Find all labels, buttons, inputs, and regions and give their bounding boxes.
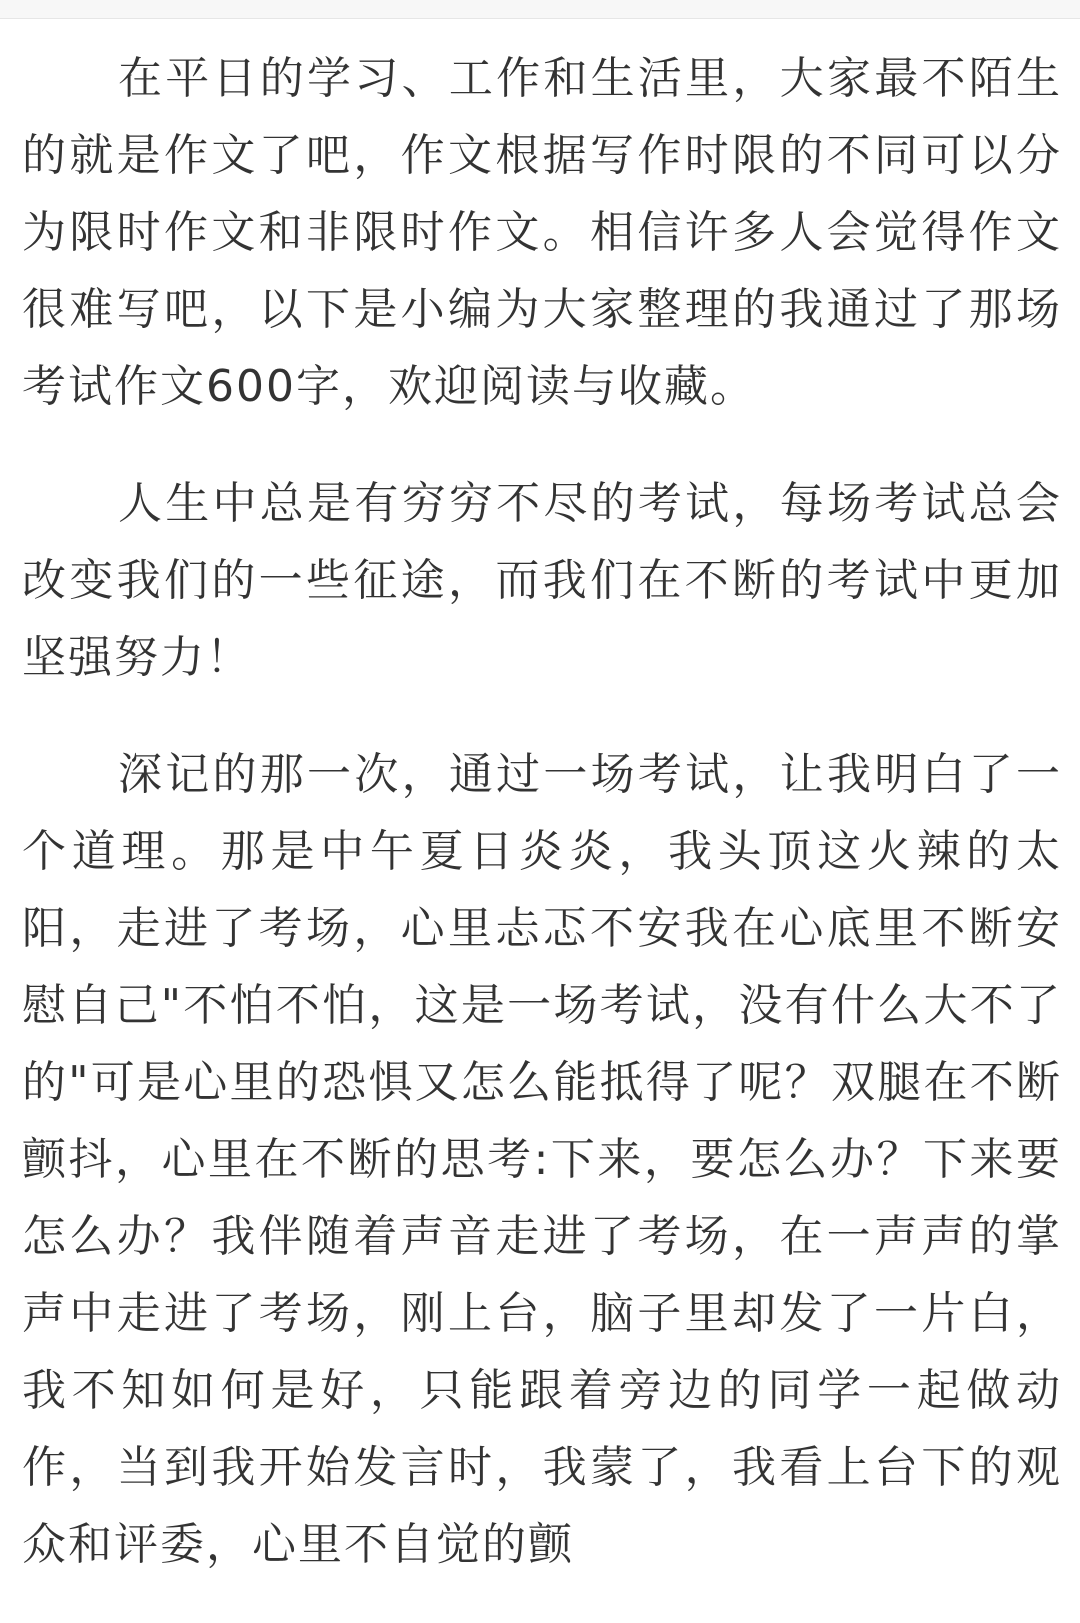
top-divider xyxy=(0,0,1080,19)
article-paragraph-3: 深记的那一次，通过一场考试，让我明白了一个道理。那是中午夏日炎炎，我头顶这火辣的太阳，走进了考场，心里忐忑不安我在心底里不断安慰自己"不怕不怕，这是一场考试，没有什么大不了的"可是心里的恐惧又怎么能抵得了呢？双腿在不断颤抖，心里在不断的思考:下来，要怎么办？下来要怎么办？我伴随着声音走进了考场，在一声声的掌声中走进了考场，刚上台，脑子里却发了一片白，我不知如何是好，只能跟着旁边的同学一起做动作，当到我开始发言时，我蒙了，我看上台下的观众和评委，心里不自觉的颤 xyxy=(22,749,1062,1570)
article-paragraph-intro: 在平日的学习、工作和生活里，大家最不陌生的就是作文了吧，作文根据写作时限的不同可以分为限时作文和非限时作文。相信许多人会觉得作文很难写吧，以下是小编为大家整理的我通过了那场考试作文600字，欢迎阅读与收藏。 xyxy=(22,53,1062,412)
article-paragraph-2: 人生中总是有穷穷不尽的考试，每场考试总会改变我们的一些征途，而我们在不断的考试中更加坚强努力！ xyxy=(22,478,1062,683)
article-body xyxy=(22,40,1062,1623)
